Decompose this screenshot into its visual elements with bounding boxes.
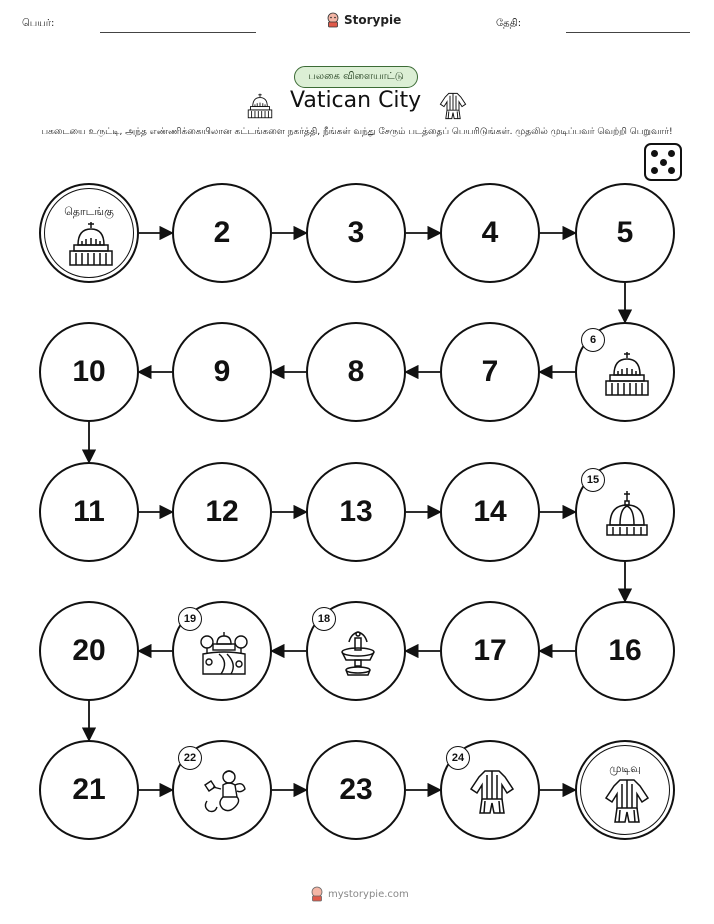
- space-number: 11: [73, 495, 105, 528]
- space-number: 23: [339, 773, 373, 806]
- board-space-6: [575, 322, 675, 422]
- space-number: 8: [347, 355, 365, 388]
- gardens-icon: [199, 628, 249, 678]
- board-space-5: [575, 183, 675, 283]
- space-number: 2: [213, 216, 231, 249]
- space-number: 3: [347, 216, 365, 249]
- footer: [310, 886, 409, 902]
- board-space-20: [39, 601, 139, 701]
- board-space-13: [306, 462, 406, 562]
- board-space-7: [440, 322, 540, 422]
- page-title: Vatican City: [290, 88, 422, 113]
- space-number-badge: 6: [581, 328, 605, 352]
- board-space-2: [172, 183, 272, 283]
- space-number: 12: [205, 495, 239, 528]
- board-space-19: [172, 601, 272, 701]
- space-number-badge: 15: [581, 468, 605, 492]
- board-space-16: [575, 601, 675, 701]
- basilica-icon: [602, 349, 652, 399]
- name-label: பெயர்:: [22, 18, 55, 29]
- space-number: 17: [473, 634, 507, 667]
- swiss-guard-uniform-icon: [467, 767, 517, 817]
- space-number: 20: [72, 634, 106, 667]
- space-number: 5: [616, 216, 634, 249]
- fountain-icon: [333, 628, 383, 678]
- board-space-17: [440, 601, 540, 701]
- game-type-badge: பலகை விளையாட்டு: [294, 66, 418, 88]
- space-number: 21: [72, 773, 106, 806]
- board-space-15: [575, 462, 675, 562]
- space-number: 4: [481, 216, 499, 249]
- space-number: 13: [339, 495, 373, 528]
- brand-name: Storypie: [344, 13, 402, 27]
- board-space-23: [306, 740, 406, 840]
- board-space-3: [306, 183, 406, 283]
- start-label: தொடங்கு: [64, 205, 114, 218]
- space-number: 14: [473, 495, 507, 528]
- space-number: 10: [72, 355, 106, 388]
- board-space-22: [172, 740, 272, 840]
- basilica-icon: [66, 219, 116, 269]
- space-number: 16: [608, 634, 642, 667]
- space-number-badge: 24: [446, 746, 470, 770]
- board-space-8: [306, 322, 406, 422]
- space-number-badge: 18: [312, 607, 336, 631]
- finish-space: [575, 740, 675, 840]
- footer-url[interactable]: mystorypie.com: [328, 888, 409, 900]
- date-label: தேதி:: [496, 18, 522, 29]
- board-space-18: [306, 601, 406, 701]
- instructions-text: பகடையை உருட்டி, அந்த எண்ணிக்கையிலான கட்டங்களை நகர்த்தி, நீங்கள் வந்து சேரும் படத்தைப் பெயரிடுங்கள். முதலில் முடிப்பவர் வெற்றி பெறுவார்!: [41, 127, 673, 137]
- board-space-24: [440, 740, 540, 840]
- space-number: 7: [481, 355, 499, 388]
- board-space-12: [172, 462, 272, 562]
- board-space-4: [440, 183, 540, 283]
- board-space-11: [39, 462, 139, 562]
- board-space-21: [39, 740, 139, 840]
- board-space-9: [172, 322, 272, 422]
- space-number-badge: 22: [178, 746, 202, 770]
- swiss-guard-uniform-icon: [602, 776, 652, 826]
- space-number: 9: [213, 355, 231, 388]
- finish-label: முடிவு: [609, 762, 641, 775]
- dome-icon: [602, 489, 652, 539]
- space-number-badge: 19: [178, 607, 202, 631]
- board-space-14: [440, 462, 540, 562]
- storypie-mascot-icon: [310, 886, 324, 902]
- start-space: [39, 183, 139, 283]
- cherub-icon: [199, 767, 249, 817]
- board-space-10: [39, 322, 139, 422]
